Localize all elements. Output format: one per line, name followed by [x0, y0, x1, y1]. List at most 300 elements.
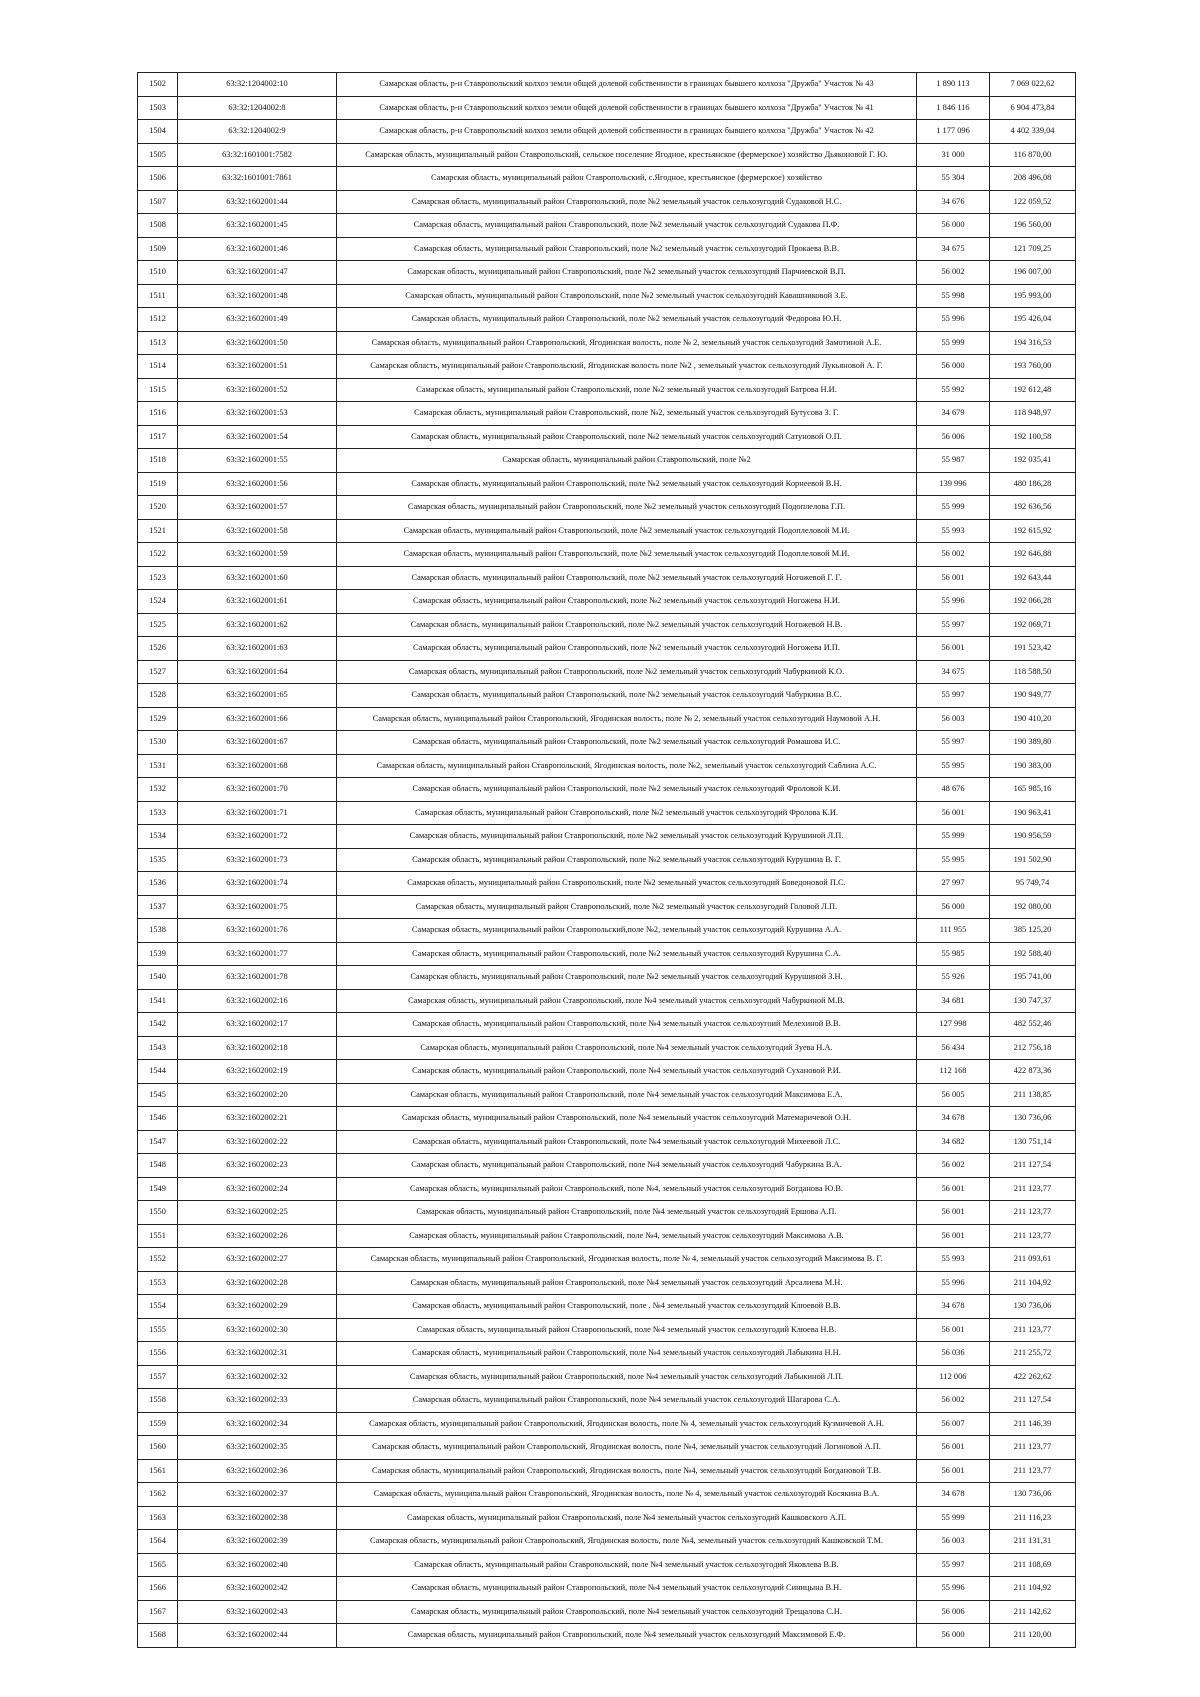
cadastral-value-cell: 192 643,44 — [990, 566, 1076, 590]
area-cell: 56 001 — [917, 801, 990, 825]
cadastral-value-cell: 190 410,20 — [990, 707, 1076, 731]
address-cell: Самарская область, муниципальный район Ставропольский, поле №2 — [337, 449, 917, 473]
row-number-cell: 1524 — [138, 590, 178, 614]
row-number-cell: 1556 — [138, 1342, 178, 1366]
address-cell: Самарская область, р-н Ставропольский колхоз земли общей долевой собственности в границах бывшего колхоза "Дружба" Участок № 42 — [337, 120, 917, 144]
area-cell: 27 997 — [917, 872, 990, 896]
area-cell: 56 002 — [917, 1154, 990, 1178]
table-row — [138, 1318, 1076, 1342]
table-row — [138, 402, 1076, 426]
area-cell: 55 996 — [917, 1577, 990, 1601]
row-number-cell: 1517 — [138, 425, 178, 449]
cadastral-number-cell: 63:32:1602002:17 — [178, 1013, 337, 1037]
cadastral-value-cell: 385 125,20 — [990, 919, 1076, 943]
cadastral-value-cell: 130 736,06 — [990, 1107, 1076, 1131]
table-row — [138, 1459, 1076, 1483]
table-row — [138, 284, 1076, 308]
area-cell: 55 998 — [917, 284, 990, 308]
address-cell: Самарская область, муниципальный район Ставропольский, поле №2 земельный участок сельхозугодий Ногожевой Г. Г. — [337, 566, 917, 590]
area-cell: 56 003 — [917, 707, 990, 731]
cadastral-value-cell: 130 736,06 — [990, 1483, 1076, 1507]
cadastral-number-cell: 63:32:1602001:75 — [178, 895, 337, 919]
table-row — [138, 1436, 1076, 1460]
document-page — [137, 72, 1075, 1648]
cadastral-value-cell: 196 560,00 — [990, 214, 1076, 238]
area-cell: 111 955 — [917, 919, 990, 943]
area-cell: 56 001 — [917, 637, 990, 661]
address-cell: Самарская область, муниципальный район Ставропольский, поле №2 земельный участок сельхозугодий Подоплелова Г.П. — [337, 496, 917, 520]
cadastral-value-cell: 195 993,00 — [990, 284, 1076, 308]
area-cell: 56 000 — [917, 214, 990, 238]
table-row — [138, 989, 1076, 1013]
row-number-cell: 1519 — [138, 472, 178, 496]
cadastral-number-cell: 63:32:1602002:18 — [178, 1036, 337, 1060]
cadastral-number-cell: 63:32:1602002:36 — [178, 1459, 337, 1483]
address-cell: Самарская область, муниципальный район Ставропольский, Ягодинская волость поле №2 , земельный участок сельхозугодий Лукьяновой А. Г. — [337, 355, 917, 379]
row-number-cell: 1525 — [138, 613, 178, 637]
cadastral-value-cell: 211 116,23 — [990, 1506, 1076, 1530]
table-row — [138, 167, 1076, 191]
area-cell: 55 997 — [917, 731, 990, 755]
row-number-cell: 1510 — [138, 261, 178, 285]
cadastral-value-cell: 196 007,00 — [990, 261, 1076, 285]
area-cell: 34 679 — [917, 402, 990, 426]
cadastral-number-cell: 63:32:1602002:30 — [178, 1318, 337, 1342]
address-cell: Самарская область, муниципальный район Ставропольский, поле №2 земельный участок сельхозугодий Курушиной З.Н. — [337, 966, 917, 990]
table-body — [138, 73, 1076, 1648]
cadastral-number-cell: 63:32:1602002:35 — [178, 1436, 337, 1460]
cadastral-number-cell: 63:32:1602001:62 — [178, 613, 337, 637]
table-row — [138, 1036, 1076, 1060]
cadastral-number-cell: 63:32:1602002:29 — [178, 1295, 337, 1319]
cadastral-number-cell: 63:32:1602001:59 — [178, 543, 337, 567]
cadastral-number-cell: 63:32:1602002:31 — [178, 1342, 337, 1366]
address-cell: Самарская область, муниципальный район Ставропольский, поле №4 земельный участок сельхозугодий Клюева Н.В. — [337, 1318, 917, 1342]
cadastral-value-cell: 211 123,77 — [990, 1436, 1076, 1460]
cadastral-value-cell: 122 059,52 — [990, 190, 1076, 214]
cadastral-value-cell: 6 904 473,84 — [990, 96, 1076, 120]
table-row — [138, 1577, 1076, 1601]
table-row — [138, 801, 1076, 825]
cadastral-number-cell: 63:32:1602001:55 — [178, 449, 337, 473]
row-number-cell: 1535 — [138, 848, 178, 872]
row-number-cell: 1527 — [138, 660, 178, 684]
address-cell: Самарская область, муниципальный район Ставропольский,поле №2, земельный участок сельхозугодий Курушина А.А. — [337, 919, 917, 943]
table-row — [138, 1083, 1076, 1107]
address-cell: Самарская область, муниципальный район Ставропольский, поле №2 земельный участок сельхозугодий Судаковой Н.С. — [337, 190, 917, 214]
table-row — [138, 496, 1076, 520]
cadastral-number-cell: 63:32:1602002:23 — [178, 1154, 337, 1178]
area-cell: 34 682 — [917, 1130, 990, 1154]
cadastral-value-cell: 192 615,92 — [990, 519, 1076, 543]
address-cell: Самарская область, муниципальный район Ставропольский, поле №2 земельный участок сельхозугодий Федорова Ю.Н. — [337, 308, 917, 332]
cadastral-number-cell: 63:32:1602002:26 — [178, 1224, 337, 1248]
address-cell: Самарская область, муниципальный район Ставропольский, поле №4 земельный участок сельхозугодий Шагарова С.А. — [337, 1389, 917, 1413]
row-number-cell: 1562 — [138, 1483, 178, 1507]
area-cell: 55 987 — [917, 449, 990, 473]
row-number-cell: 1507 — [138, 190, 178, 214]
address-cell: Самарская область, муниципальный район Ставропольский, поле №4 земельный участок сельхозугодий Арсалиева М.Н. — [337, 1271, 917, 1295]
row-number-cell: 1549 — [138, 1177, 178, 1201]
address-cell: Самарская область, р-н Ставропольский колхоз земли общей долевой собственности в границах бывшего колхоза "Дружба" Участок № 43 — [337, 73, 917, 97]
cadastral-value-cell: 192 646,88 — [990, 543, 1076, 567]
cadastral-number-cell: 63:32:1602001:68 — [178, 754, 337, 778]
address-cell: Самарская область, муниципальный район Ставропольский, Ягодинская волость, поле № 4, земельный участок сельхозугодий Максимова В. Г. — [337, 1248, 917, 1272]
cadastral-value-cell: 192 636,56 — [990, 496, 1076, 520]
cadastral-value-cell: 193 760,00 — [990, 355, 1076, 379]
row-number-cell: 1553 — [138, 1271, 178, 1295]
address-cell: Самарская область, муниципальный район Ставропольский, поле №2 земельный участок сельхозугодий Чабуркина В.С. — [337, 684, 917, 708]
address-cell: Самарская область, муниципальный район Ставропольский, Ягодинская волость, поле № 2, земельный участок сельхозугодий Замотиной А.Е. — [337, 331, 917, 355]
cadastral-value-cell: 130 747,37 — [990, 989, 1076, 1013]
area-cell: 34 678 — [917, 1107, 990, 1131]
row-number-cell: 1504 — [138, 120, 178, 144]
area-cell: 34 678 — [917, 1483, 990, 1507]
cadastral-value-cell: 211 123,77 — [990, 1201, 1076, 1225]
address-cell: Самарская область, муниципальный район Ставропольский, поле №4 земельный участок сельхозугодий Яковлева В.В. — [337, 1553, 917, 1577]
cadastral-value-cell: 211 123,77 — [990, 1459, 1076, 1483]
address-cell: Самарская область, муниципальный район Ставропольский, поле №2 земельный участок сельхозугодий Судакова П.Ф. — [337, 214, 917, 238]
table-row — [138, 331, 1076, 355]
row-number-cell: 1509 — [138, 237, 178, 261]
cadastral-value-cell: 211 123,77 — [990, 1224, 1076, 1248]
table-row — [138, 1154, 1076, 1178]
row-number-cell: 1523 — [138, 566, 178, 590]
table-row — [138, 543, 1076, 567]
address-cell: Самарская область, муниципальный район Ставропольский, поле №2 земельный участок сельхозугодий Кавашниковой З.Е. — [337, 284, 917, 308]
cadastral-value-cell: 165 985,16 — [990, 778, 1076, 802]
cadastral-number-cell: 63:32:1602001:65 — [178, 684, 337, 708]
land-plots-table — [137, 72, 1076, 1648]
address-cell: Самарская область, муниципальный район Ставропольский, сельское поселение Ягодное, крестьянское (фермерское) хозяйство Дьяконовой Г. Ю. — [337, 143, 917, 167]
area-cell: 34 676 — [917, 190, 990, 214]
table-row — [138, 1224, 1076, 1248]
cadastral-number-cell: 63:32:1602001:47 — [178, 261, 337, 285]
table-row — [138, 1177, 1076, 1201]
cadastral-number-cell: 63:32:1602001:54 — [178, 425, 337, 449]
address-cell: Самарская область, муниципальный район Ставропольский, поле №2 земельный участок сельхозугодий Прокаева В.В. — [337, 237, 917, 261]
area-cell: 56 002 — [917, 1389, 990, 1413]
area-cell: 55 993 — [917, 519, 990, 543]
area-cell: 55 996 — [917, 1271, 990, 1295]
area-cell: 55 997 — [917, 684, 990, 708]
row-number-cell: 1514 — [138, 355, 178, 379]
cadastral-number-cell: 63:32:1602001:50 — [178, 331, 337, 355]
cadastral-value-cell: 211 120,00 — [990, 1624, 1076, 1648]
address-cell: Самарская область, муниципальный район Ставропольский, поле №2, земельный участок сельхозугодий Бутусова З. Г. — [337, 402, 917, 426]
cadastral-number-cell: 63:32:1602001:67 — [178, 731, 337, 755]
address-cell: Самарская область, муниципальный район Ставропольский, поле №2 земельный участок сельхозугодий Парчиевской В.П. — [337, 261, 917, 285]
table-row — [138, 1130, 1076, 1154]
row-number-cell: 1554 — [138, 1295, 178, 1319]
table-row — [138, 1530, 1076, 1554]
table-row — [138, 143, 1076, 167]
table-row — [138, 73, 1076, 97]
cadastral-number-cell: 63:32:1602001:76 — [178, 919, 337, 943]
cadastral-value-cell: 195 426,04 — [990, 308, 1076, 332]
address-cell: Самарская область, муниципальный район Ставропольский, поле №4 земельный участок сельхозугодий Кашковского А.П. — [337, 1506, 917, 1530]
table-row — [138, 120, 1076, 144]
address-cell: Самарская область, муниципальный район Ставропольский, поле №2 земельный участок сельхозугодий Чабуркиной К.О. — [337, 660, 917, 684]
address-cell: Самарская область, муниципальный район Ставропольский, поле №4 земельный участок сельхозугодий Сухановой Р.И. — [337, 1060, 917, 1084]
address-cell: Самарская область, муниципальный район Ставропольский, поле №2 земельный участок сельхозугодий Курушина С.А. — [337, 942, 917, 966]
table-row — [138, 731, 1076, 755]
area-cell: 56 000 — [917, 355, 990, 379]
area-cell: 56 002 — [917, 543, 990, 567]
cadastral-number-cell: 63:32:1602002:40 — [178, 1553, 337, 1577]
address-cell: Самарская область, муниципальный район Ставропольский, поле №4, земельный участок сельхозугодий Максимова А.В. — [337, 1224, 917, 1248]
area-cell: 112 168 — [917, 1060, 990, 1084]
cadastral-value-cell: 211 123,77 — [990, 1177, 1076, 1201]
address-cell: Самарская область, муниципальный район Ставропольский, Ягодинская волость, поле №4, земельный участок сельхозугодий Богдановой Т.В. — [337, 1459, 917, 1483]
cadastral-number-cell: 63:32:1602002:32 — [178, 1365, 337, 1389]
cadastral-number-cell: 63:32:1602001:74 — [178, 872, 337, 896]
cadastral-value-cell: 195 741,00 — [990, 966, 1076, 990]
area-cell: 56 434 — [917, 1036, 990, 1060]
table-row — [138, 96, 1076, 120]
table-row — [138, 754, 1076, 778]
cadastral-number-cell: 63:32:1602001:71 — [178, 801, 337, 825]
table-row — [138, 1013, 1076, 1037]
address-cell: Самарская область, муниципальный район Ставропольский, поле №2 земельный участок сельхозугодий Сатуновой О.П. — [337, 425, 917, 449]
area-cell: 1 177 096 — [917, 120, 990, 144]
cadastral-number-cell: 63:32:1602002:16 — [178, 989, 337, 1013]
table-row — [138, 942, 1076, 966]
area-cell: 56 001 — [917, 1177, 990, 1201]
row-number-cell: 1515 — [138, 378, 178, 402]
address-cell: Самарская область, муниципальный район Ставропольский, поле №4 земельный участок сельхозугодий Лабыкиной Л.П. — [337, 1365, 917, 1389]
row-number-cell: 1506 — [138, 167, 178, 191]
row-number-cell: 1505 — [138, 143, 178, 167]
row-number-cell: 1564 — [138, 1530, 178, 1554]
area-cell: 55 999 — [917, 331, 990, 355]
row-number-cell: 1560 — [138, 1436, 178, 1460]
table-row — [138, 1624, 1076, 1648]
row-number-cell: 1540 — [138, 966, 178, 990]
table-row — [138, 1107, 1076, 1131]
cadastral-value-cell: 211 108,69 — [990, 1553, 1076, 1577]
table-row — [138, 566, 1076, 590]
table-row — [138, 308, 1076, 332]
area-cell: 56 001 — [917, 1224, 990, 1248]
table-row — [138, 1553, 1076, 1577]
table-row — [138, 660, 1076, 684]
table-row — [138, 707, 1076, 731]
row-number-cell: 1546 — [138, 1107, 178, 1131]
address-cell: Самарская область, муниципальный район Ставропольский, поле №2 земельный участок сельхозугодий Ногожева И.П. — [337, 637, 917, 661]
area-cell: 56 000 — [917, 895, 990, 919]
address-cell: Самарская область, муниципальный район Ставропольский, поле №4 земельный участок сельхозугодий Лабыкина Н.Н. — [337, 1342, 917, 1366]
address-cell: Самарская область, муниципальный район Ставропольский, поле №4 земельный участок сельхозугодий Трещалова С.Н. — [337, 1600, 917, 1624]
row-number-cell: 1559 — [138, 1412, 178, 1436]
cadastral-number-cell: 63:32:1204002:10 — [178, 73, 337, 97]
cadastral-number-cell: 63:32:1602002:42 — [178, 1577, 337, 1601]
cadastral-number-cell: 63:32:1602002:22 — [178, 1130, 337, 1154]
cadastral-value-cell: 4 402 339,04 — [990, 120, 1076, 144]
area-cell: 112 006 — [917, 1365, 990, 1389]
row-number-cell: 1561 — [138, 1459, 178, 1483]
cadastral-value-cell: 118 948,97 — [990, 402, 1076, 426]
cadastral-number-cell: 63:32:1601001:7861 — [178, 167, 337, 191]
address-cell: Самарская область, муниципальный район Ставропольский, поле №2 земельный участок сельхозугодий Подоплеловой М.И. — [337, 519, 917, 543]
cadastral-value-cell: 211 146,39 — [990, 1412, 1076, 1436]
cadastral-value-cell: 211 104,92 — [990, 1577, 1076, 1601]
table-row — [138, 425, 1076, 449]
cadastral-number-cell: 63:32:1602001:49 — [178, 308, 337, 332]
area-cell: 56 001 — [917, 1201, 990, 1225]
cadastral-number-cell: 63:32:1602001:58 — [178, 519, 337, 543]
cadastral-number-cell: 63:32:1601001:7582 — [178, 143, 337, 167]
row-number-cell: 1563 — [138, 1506, 178, 1530]
cadastral-value-cell: 191 523,42 — [990, 637, 1076, 661]
cadastral-value-cell: 190 383,00 — [990, 754, 1076, 778]
cadastral-value-cell: 211 123,77 — [990, 1318, 1076, 1342]
cadastral-number-cell: 63:32:1602002:27 — [178, 1248, 337, 1272]
cadastral-number-cell: 63:32:1602001:64 — [178, 660, 337, 684]
row-number-cell: 1551 — [138, 1224, 178, 1248]
row-number-cell: 1555 — [138, 1318, 178, 1342]
table-row — [138, 214, 1076, 238]
table-row — [138, 519, 1076, 543]
cadastral-value-cell: 480 186,28 — [990, 472, 1076, 496]
cadastral-value-cell: 422 262,62 — [990, 1365, 1076, 1389]
cadastral-number-cell: 63:32:1602002:19 — [178, 1060, 337, 1084]
table-row — [138, 637, 1076, 661]
area-cell: 56 001 — [917, 1459, 990, 1483]
cadastral-number-cell: 63:32:1602002:38 — [178, 1506, 337, 1530]
table-row — [138, 237, 1076, 261]
cadastral-number-cell: 63:32:1602002:37 — [178, 1483, 337, 1507]
row-number-cell: 1513 — [138, 331, 178, 355]
address-cell: Самарская область, муниципальный район Ставропольский, поле №2 земельный участок сельхозугодий Батрова Н.И. — [337, 378, 917, 402]
address-cell: Самарская область, муниципальный район Ставропольский, Ягодинская волость, поле №2, земельный участок сельхозугодий Саблина А.С. — [337, 754, 917, 778]
row-number-cell: 1526 — [138, 637, 178, 661]
cadastral-number-cell: 63:32:1602001:53 — [178, 402, 337, 426]
table-row — [138, 1060, 1076, 1084]
table-row — [138, 895, 1076, 919]
table-row — [138, 1271, 1076, 1295]
cadastral-value-cell: 95 749,74 — [990, 872, 1076, 896]
address-cell: Самарская область, муниципальный район Ставропольский, Ягодинская волость, поле №4, земельный участок сельхозугодий Логиновой А.П. — [337, 1436, 917, 1460]
area-cell: 56 001 — [917, 566, 990, 590]
address-cell: Самарская область, муниципальный район Ставропольский, поле №4 земельный участок сельхозугоий Мелехиной В.В. — [337, 1013, 917, 1037]
cadastral-number-cell: 63:32:1602001:63 — [178, 637, 337, 661]
cadastral-value-cell: 192 035,41 — [990, 449, 1076, 473]
address-cell: Самарская область, муниципальный район Ставропольский, Ягодинская волость, поле № 2, земельный участок сельхозугодий Наумовой А.Н. — [337, 707, 917, 731]
cadastral-value-cell: 211 255,72 — [990, 1342, 1076, 1366]
cadastral-number-cell: 63:32:1602002:39 — [178, 1530, 337, 1554]
cadastral-number-cell: 63:32:1602001:48 — [178, 284, 337, 308]
row-number-cell: 1543 — [138, 1036, 178, 1060]
cadastral-number-cell: 63:32:1602002:21 — [178, 1107, 337, 1131]
area-cell: 56 001 — [917, 1318, 990, 1342]
area-cell: 48 676 — [917, 778, 990, 802]
row-number-cell: 1516 — [138, 402, 178, 426]
cadastral-value-cell: 208 496,08 — [990, 167, 1076, 191]
row-number-cell: 1530 — [138, 731, 178, 755]
address-cell: Самарская область, муниципальный район Ставропольский, с.Ягодное, крестьянское (фермерское) хозяйство — [337, 167, 917, 191]
area-cell: 56 006 — [917, 425, 990, 449]
row-number-cell: 1508 — [138, 214, 178, 238]
area-cell: 55 985 — [917, 942, 990, 966]
address-cell: Самарская область, муниципальный район Ставропольский, Ягодинская волость, поле № 4, земельный участок сельхозугодий Косякина В.А. — [337, 1483, 917, 1507]
area-cell: 56 002 — [917, 261, 990, 285]
cadastral-value-cell: 130 751,14 — [990, 1130, 1076, 1154]
row-number-cell: 1542 — [138, 1013, 178, 1037]
table-row — [138, 825, 1076, 849]
table-row — [138, 355, 1076, 379]
table-row — [138, 848, 1076, 872]
row-number-cell: 1534 — [138, 825, 178, 849]
row-number-cell: 1544 — [138, 1060, 178, 1084]
address-cell: Самарская область, муниципальный район Ставропольский, поле №2 земельный участок сельхозугодий Курушиной Л.П. — [337, 825, 917, 849]
area-cell: 34 678 — [917, 1295, 990, 1319]
row-number-cell: 1566 — [138, 1577, 178, 1601]
table-row — [138, 190, 1076, 214]
address-cell: Самарская область, муниципальный район Ставропольский, поле №2 земельный участок сельхозугодий Боведоновой П.С. — [337, 872, 917, 896]
table-row — [138, 1248, 1076, 1272]
area-cell: 127 998 — [917, 1013, 990, 1037]
table-row — [138, 1201, 1076, 1225]
row-number-cell: 1518 — [138, 449, 178, 473]
table-row — [138, 590, 1076, 614]
row-number-cell: 1520 — [138, 496, 178, 520]
area-cell: 55 999 — [917, 496, 990, 520]
table-row — [138, 684, 1076, 708]
row-number-cell: 1503 — [138, 96, 178, 120]
table-row — [138, 449, 1076, 473]
cadastral-value-cell: 211 127,54 — [990, 1154, 1076, 1178]
row-number-cell: 1537 — [138, 895, 178, 919]
cadastral-number-cell: 63:32:1602002:25 — [178, 1201, 337, 1225]
address-cell: Самарская область, муниципальный район Ставропольский, поле №2 земельный участок сельхозугодий Фроловой К.И. — [337, 778, 917, 802]
row-number-cell: 1532 — [138, 778, 178, 802]
row-number-cell: 1557 — [138, 1365, 178, 1389]
cadastral-value-cell: 7 069 022,62 — [990, 73, 1076, 97]
cadastral-value-cell: 422 873,36 — [990, 1060, 1076, 1084]
area-cell: 56 001 — [917, 1436, 990, 1460]
row-number-cell: 1545 — [138, 1083, 178, 1107]
cadastral-number-cell: 63:32:1602001:77 — [178, 942, 337, 966]
cadastral-number-cell: 63:32:1602001:60 — [178, 566, 337, 590]
address-cell: Самарская область, муниципальный район Ставропольский, поле №2 земельный участок сельхозугодий Фролова К.И. — [337, 801, 917, 825]
address-cell: Самарская область, муниципальный район Ставропольский, поле №4 земельный участок сельхозугодий Матемаричевой О.Н. — [337, 1107, 917, 1131]
cadastral-number-cell: 63:32:1602001:66 — [178, 707, 337, 731]
cadastral-value-cell: 192 588,40 — [990, 942, 1076, 966]
row-number-cell: 1522 — [138, 543, 178, 567]
area-cell: 56 000 — [917, 1624, 990, 1648]
table-row — [138, 1389, 1076, 1413]
cadastral-value-cell: 192 066,28 — [990, 590, 1076, 614]
row-number-cell: 1552 — [138, 1248, 178, 1272]
table-row — [138, 1600, 1076, 1624]
area-cell: 55 995 — [917, 754, 990, 778]
table-row — [138, 261, 1076, 285]
address-cell: Самарская область, муниципальный район Ставропольский, поле №2 земельный участок сельхозугодий Подоплеловой М.И. — [337, 543, 917, 567]
cadastral-number-cell: 63:32:1602002:20 — [178, 1083, 337, 1107]
cadastral-number-cell: 63:32:1602002:28 — [178, 1271, 337, 1295]
area-cell: 56 003 — [917, 1530, 990, 1554]
cadastral-value-cell: 192 080,00 — [990, 895, 1076, 919]
address-cell: Самарская область, муниципальный район Ставропольский, Ягодинская волость, поле №4, земельный участок сельхозугодий Кашковской Т.М. — [337, 1530, 917, 1554]
table-row — [138, 872, 1076, 896]
address-cell: Самарская область, муниципальный район Ставропольский, поле №2 земельный участок сельхозугодий Ногожевой Н.В. — [337, 613, 917, 637]
address-cell: Самарская область, муниципальный район Ставропольский, поле №2 земельный участок сельхозугодий Головой Л.П. — [337, 895, 917, 919]
area-cell: 55 926 — [917, 966, 990, 990]
row-number-cell: 1547 — [138, 1130, 178, 1154]
table-row — [138, 919, 1076, 943]
area-cell: 139 996 — [917, 472, 990, 496]
